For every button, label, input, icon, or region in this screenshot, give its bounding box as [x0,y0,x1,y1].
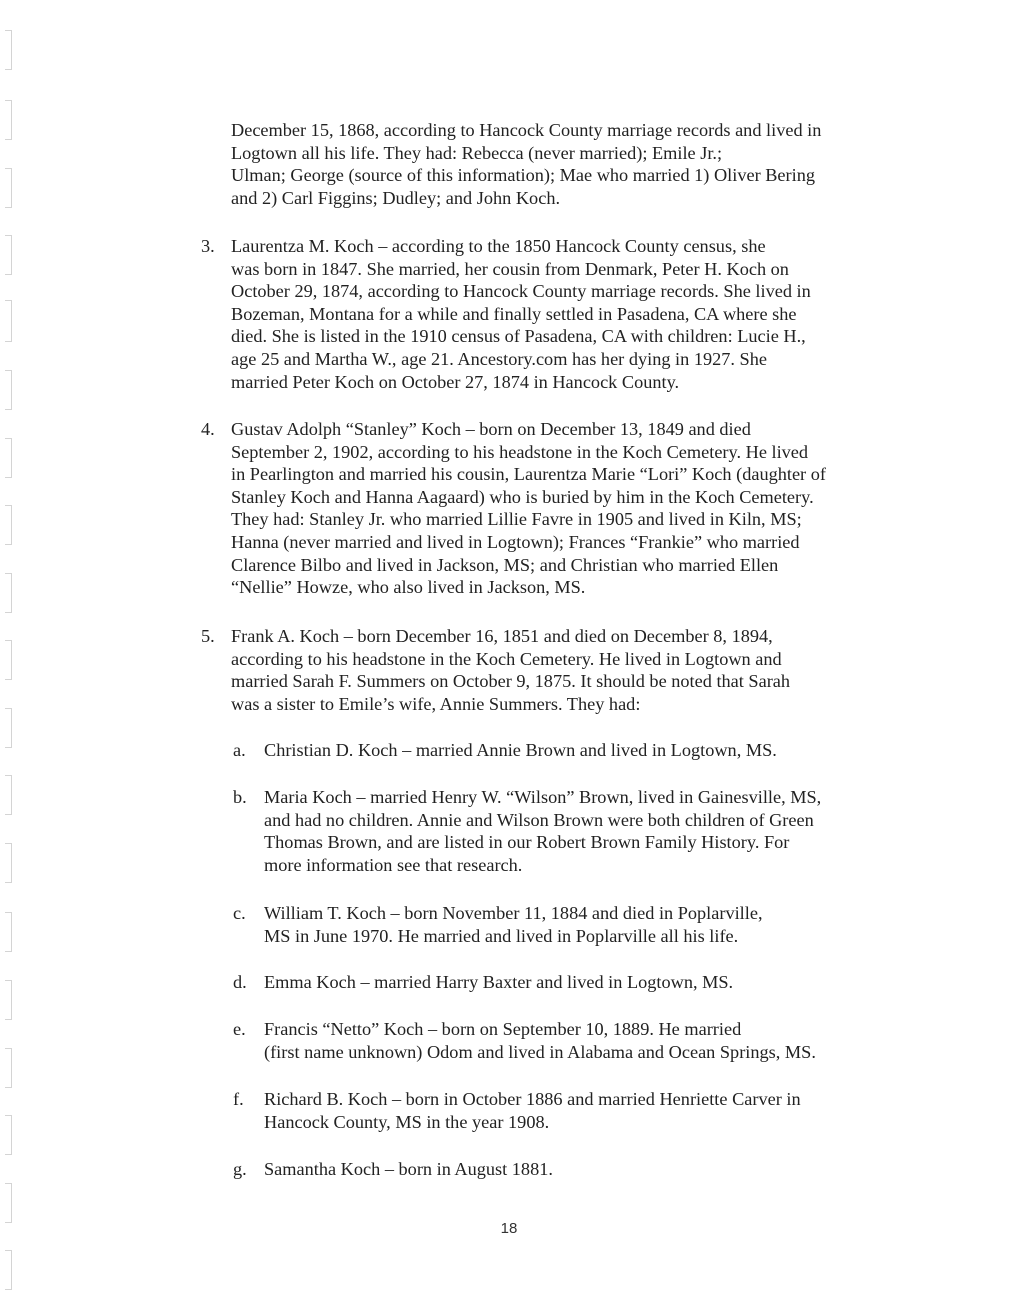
subitem-letter: b. [233,787,247,807]
text-line: Maria Koch – married Henry W. “Wilson” Brown, lived in Gainesville, MS, [264,787,822,807]
item-number: 3. [201,236,215,256]
binding-mark [5,100,12,140]
text-line: Emma Koch – married Harry Baxter and lived in Logtown, MS. [264,972,734,992]
text-line: Hancock County, MS in the year 1908. [264,1111,550,1132]
text-line: Frank A. Koch – born December 16, 1851 and died on December 8, 1894, [231,626,773,646]
text-line: was a sister to Emile’s wife, Annie Summers. They had: [231,693,641,714]
binding-mark [5,843,12,883]
text-line: and had no children. Annie and Wilson Brown were both children of Green [264,809,814,830]
text-line: died. She is listed in the 1910 census of Pasadena, CA with children: Lucie H., [231,326,806,347]
text-line: December 15, 1868, according to Hancock County marriage records and lived in [231,120,822,140]
text-line: Clarence Bilbo and lived in Jackson, MS; and Christian who married Ellen [231,554,779,575]
text-line: MS in June 1970. He married and lived in Poplarville all his life. [264,925,739,946]
text-line: was born in 1847. She married, her cousin from Denmark, Peter H. Koch on [231,258,789,279]
text-line: married Sarah F. Summers on October 9, 1875. It should be noted that Sarah [231,671,791,692]
text-line: Bozeman, Montana for a while and finally settled in Pasadena, CA where she [231,303,797,324]
intro-paragraph [231,119,821,209]
binding-mark [5,980,12,1020]
list-item [231,625,790,715]
text-line: Francis “Netto” Koch – born on September 10, 1889. He married [264,1019,742,1039]
item-number: 5. [201,626,215,646]
item-number: 4. [201,419,215,439]
subitem-letter: d. [233,972,247,992]
text-line: according to his headstone in the Koch Cemetery. He lived in Logtown and [231,648,782,669]
subitem-letter: f. [233,1089,244,1109]
text-line: in Pearlington and married his cousin, Laurentza Marie “Lori” Koch (daughter of [231,464,826,485]
subitem-letter: g. [233,1159,247,1179]
subitem-letter: a. [233,740,246,760]
binding-mark [5,370,12,410]
binding-mark [5,438,12,478]
text-line: married Peter Koch on October 27, 1874 in Hancock County. [231,371,680,392]
text-line: September 2, 1902, according to his headstone in the Koch Cemetery. He lived [231,441,809,462]
text-line: They had: Stanley Jr. who married Lillie Favre in 1905 and lived in Kiln, MS; [231,509,802,530]
sub-list-item [264,739,777,762]
binding-mark [5,1115,12,1155]
sub-list-item [264,1158,553,1181]
binding-mark [5,708,12,748]
binding-mark [5,300,12,342]
text-line: age 25 and Martha W., age 21. Ancestory.com has her dying in 1927. She [231,348,767,369]
sub-list-item [264,971,733,994]
binding-mark [5,235,12,275]
binding-mark [5,640,12,680]
text-line: more information see that research. [264,854,523,875]
sub-list-item [264,1018,816,1063]
binding-mark [5,1250,12,1290]
text-line: (first name unknown) Odom and lived in Alabama and Ocean Springs, MS. [264,1041,816,1062]
subitem-letter: c. [233,903,246,923]
binding-mark [5,912,12,952]
text-line: Thomas Brown, and are listed in our Robert Brown Family History. For [264,832,790,853]
binding-mark [5,505,12,545]
binding-mark [5,168,12,208]
text-line: Christian D. Koch – married Annie Brown and lived in Logtown, MS. [264,740,777,760]
page-number: 18 [500,1220,518,1237]
binding-mark [5,775,12,815]
binding-mark [5,573,12,613]
subitem-letter: e. [233,1019,246,1039]
text-line: Samantha Koch – born in August 1881. [264,1159,553,1179]
text-line: Richard B. Koch – born in October 1886 and married Henriette Carver in [264,1089,801,1109]
sub-list-item [264,1088,801,1133]
text-line: Gustav Adolph “Stanley” Koch – born on December 13, 1849 and died [231,419,751,439]
text-line: Hanna (never married and lived in Logtown); Frances “Frankie” who married [231,531,800,552]
text-line: Stanley Koch and Hanna Aagaard) who is buried by him in the Koch Cemetery. [231,486,814,507]
text-line: Laurentza M. Koch – according to the 1850 Hancock County census, she [231,236,766,256]
text-line: “Nellie” Howze, who also lived in Jackson, MS. [231,577,586,598]
sub-list-item [264,786,821,876]
sub-list-item [264,902,763,947]
text-line: and 2) Carl Figgins; Dudley; and John Koch. [231,187,561,208]
text-line: Logtown all his life. They had: Rebecca (never married); Emile Jr.; [231,142,723,163]
list-item [231,235,811,393]
binding-mark [5,1048,12,1088]
text-line: October 29, 1874, according to Hancock County marriage records. She lived in [231,281,811,302]
text-line: William T. Koch – born November 11, 1884 and died in Poplarville, [264,903,763,923]
text-line: Ulman; George (source of this information); Mae who married 1) Oliver Bering [231,165,815,186]
list-item [231,418,826,599]
binding-mark [5,1183,12,1223]
binding-mark [5,30,12,70]
